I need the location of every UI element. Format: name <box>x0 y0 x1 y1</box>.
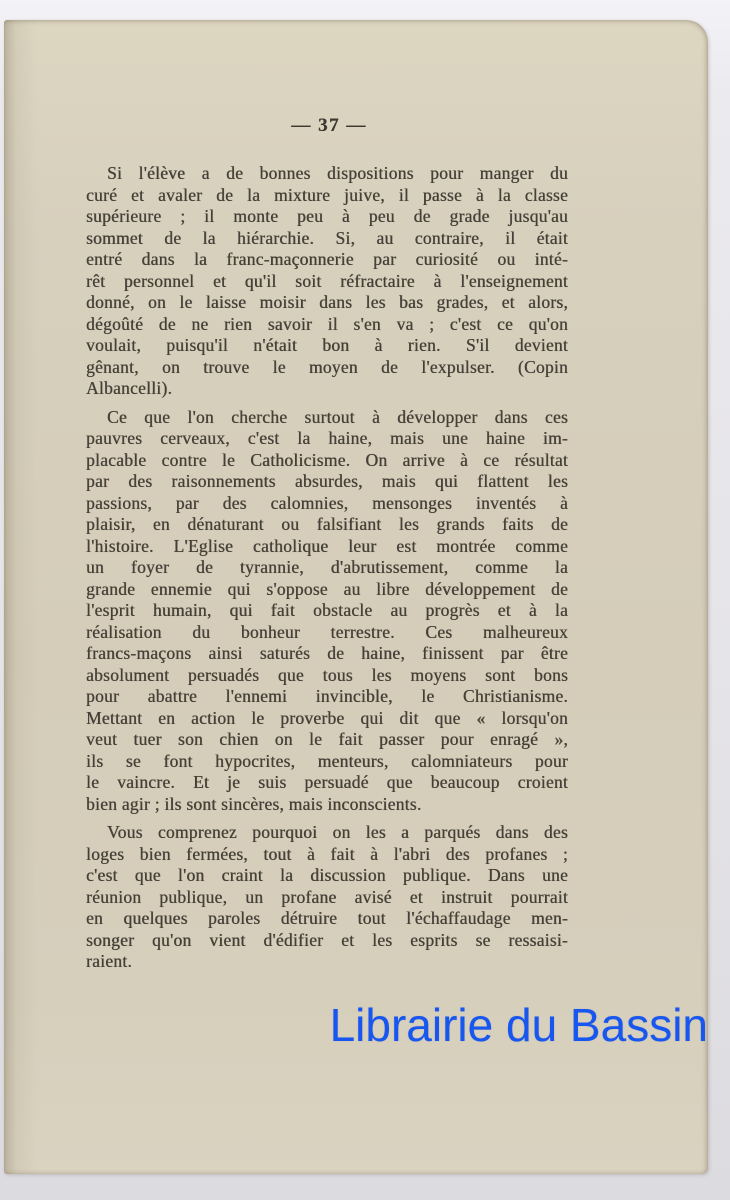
text-line: placable contre le Catholicisme. On arrive à ce résultat <box>86 449 568 470</box>
text-line: Si l'élève a de bonnes dispositions pour manger du <box>107 163 568 183</box>
text-line: dégoûté de ne rien savoir il s'en va ; c'est ce qu'on <box>86 313 568 334</box>
text-line: ils se font hypocrites, menteurs, calomniateurs pour <box>86 750 568 771</box>
text-line: songer qu'on vient d'édifier et les esprits se ressaisi- <box>86 929 568 950</box>
text-line: l'esprit humain, qui fait obstacle au progrès et à la <box>86 600 568 620</box>
paragraph <box>86 407 568 816</box>
text-line: francs-maçons ainsi saturés de haine, finissent par être <box>86 643 568 663</box>
text-line: plaisir, en dénaturant ou falsifiant les grands faits de <box>86 514 568 534</box>
text-line: grande ennemie qui s'oppose au libre développement de <box>86 578 568 599</box>
paragraph <box>86 163 568 400</box>
text-line: en quelques paroles détruire tout l'échaffaudage men- <box>86 908 568 928</box>
text-line: sommet de la hiérarchie. Si, au contraire, il était <box>86 227 568 248</box>
text-line: supérieure ; il monte peu à peu de grade jusqu'au <box>86 206 568 226</box>
text-line: réalisation du bonheur terrestre. Ces malheureux <box>86 621 568 642</box>
text-line: curé et avaler de la mixture juive, il passe à la classe <box>86 184 568 205</box>
paragraph <box>86 822 568 973</box>
text-line: bien agir ; ils sont sincères, mais inconscients. <box>86 793 422 814</box>
text-line: Vous comprenez pourquoi on les a parqués dans des <box>107 822 568 842</box>
text-line: c'est que l'on craint la discussion publique. Dans une <box>86 865 568 885</box>
text-line: gênant, on trouve le moyen de l'expulser. (Copin <box>86 356 568 377</box>
text-line: loges bien fermées, tout à fait à l'abri des profanes ; <box>86 843 568 864</box>
text-line: un foyer de tyrannie, d'abrutissement, comme la <box>86 557 568 577</box>
text-line: l'histoire. L'Eglise catholique leur est montrée comme <box>86 535 568 556</box>
text-line: voulait, puisqu'il n'était bon à rien. S'il devient <box>86 335 568 355</box>
text-line: donné, on le laisse moisir dans les bas grades, et alors, <box>86 292 568 312</box>
book-page <box>4 20 708 1174</box>
page-number: — 37 — <box>291 115 367 136</box>
text-line: le vaincre. Et je suis persuadé que beaucoup croient <box>86 772 568 792</box>
text-line: pauvres cerveaux, c'est la haine, mais une haine im- <box>86 428 568 448</box>
text-line: réunion publique, un profane avisé et instruit pourrait <box>86 886 568 907</box>
text-line: Albancelli). <box>86 378 173 398</box>
watermark: Librairie du Bassin <box>329 999 708 1051</box>
text-line: par des raisonnements absurdes, mais qui flattent les <box>86 471 568 491</box>
text-line: veut tuer son chien on le fait passer pour enragé », <box>86 729 568 749</box>
page-text <box>86 163 568 980</box>
text-line: pour abattre l'ennemi invincible, le Christianisme. <box>86 686 568 706</box>
text-line: rêt personnel et qu'il soit réfractaire à l'enseignement <box>86 270 568 291</box>
text-line: raient. <box>86 951 132 971</box>
text-line: passions, par des calomnies, mensonges inventés à <box>86 492 568 513</box>
text-line: entré dans la franc-maçonnerie par curiosité ou inté- <box>86 249 568 269</box>
text-line: Mettant en action le proverbe qui dit que « lorsqu'on <box>86 707 568 728</box>
text-line: Ce que l'on cherche surtout à développer dans ces <box>107 406 568 427</box>
text-line: absolument persuadés que tous les moyens sont bons <box>86 664 568 685</box>
